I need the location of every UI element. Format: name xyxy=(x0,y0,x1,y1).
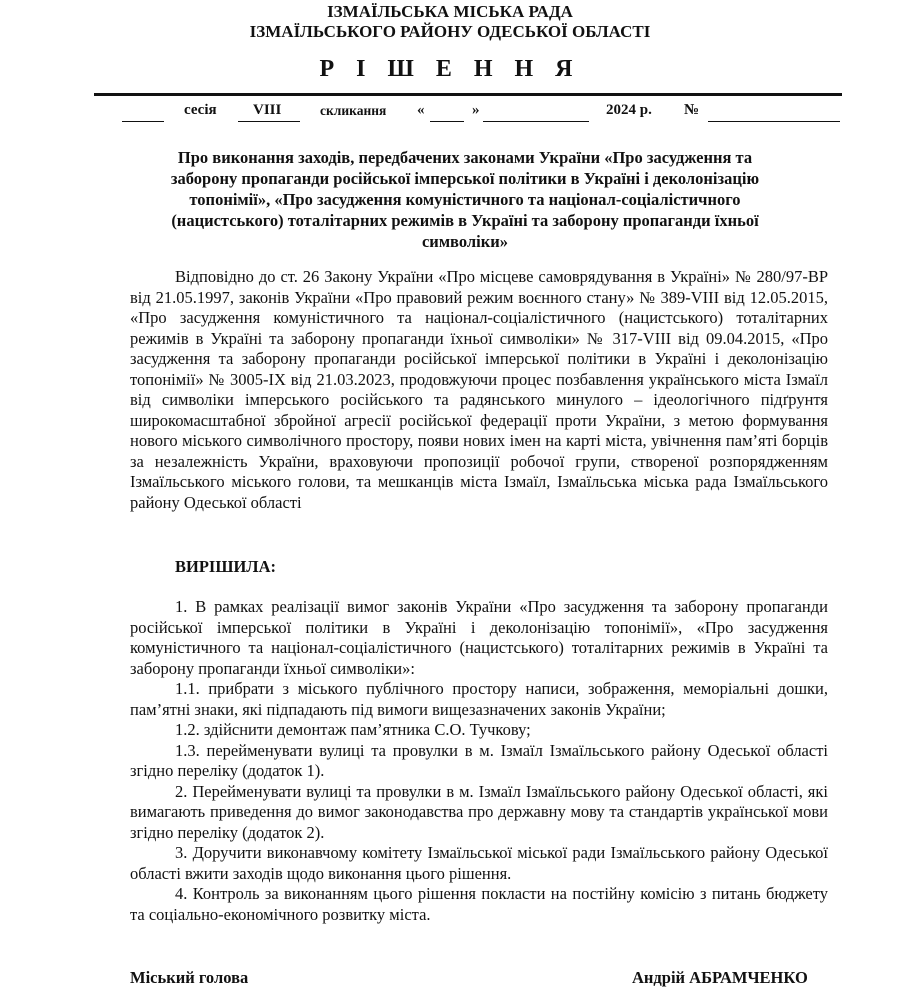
council-name: ІЗМАЇЛЬСЬКА МІСЬКА РАДА xyxy=(327,2,573,21)
session-line xyxy=(0,102,900,126)
quote-close: » xyxy=(472,102,480,118)
decision-item-1-3: 1.3. перейменувати вулиці та провулки в м. Ізмаїл Ізмаїльського району Одеської області згідно переліку (додаток 1). xyxy=(130,740,828,780)
session-label: сесія xyxy=(184,102,217,118)
day-blank xyxy=(430,121,464,122)
signatory-position: Міський голова xyxy=(130,968,249,987)
month-blank xyxy=(483,121,589,122)
year-label: 2024 р. xyxy=(606,102,652,118)
resolved-heading: ВИРІШИЛА: xyxy=(175,557,276,576)
decision-number-blank xyxy=(708,121,840,122)
decision-item-4: 4. Контроль за виконанням цього рішення покласти на постійну комісію з питань бюджету та соціально-економічного розвитку міста. xyxy=(130,884,828,924)
number-sign: № xyxy=(684,102,700,118)
header-divider xyxy=(94,93,842,96)
decision-item-1-2: 1.2. здійснити демонтаж пам’ятника С.О. Тучкову; xyxy=(175,720,531,739)
convocation-label: скликання xyxy=(320,103,387,118)
council-district: ІЗМАЇЛЬСЬКОГО РАЙОНУ ОДЕСЬКОЇ ОБЛАСТІ xyxy=(249,22,651,41)
decision-item-1: 1. В рамках реалізації вимог законів України «Про засудження та заборону пропаганди російської імперської політики в Україні і деколонізацію топонімії», «Про засудження комуністичного та націонал-соціалістичного (нацистського) тоталітарних режимів в Україні та заборону пропаганди їхньої символіки»: xyxy=(130,597,828,678)
convocation-blank xyxy=(238,121,300,122)
signatory-name: Андрій АБРАМЧЕНКО xyxy=(632,968,808,987)
decision-item-2: 2. Перейменувати вулиці та провулки в м. Ізмаїл Ізмаїльського району Одеської області, які вимагають приведення до вимог законодавства про державну мову та стандартів української мови згідно переліку (додаток 2). xyxy=(130,781,828,842)
session-blank xyxy=(122,121,164,122)
decision-items xyxy=(130,597,828,925)
document-title: Р І Ш Е Н Н Я xyxy=(319,56,581,82)
convocation-number: VIII xyxy=(253,102,282,118)
decision-subject: Про виконання заходів, передбачених законами України «Про засудження та заборону пропаганди російської імперської політики в Україні і деколонізацію топонімії», «Про засудження комуністичного та націонал-соціалістичного (нацистського) тоталітарних режимів в Україні та заборону пропаганди їхньої символіки» xyxy=(170,148,760,251)
decision-item-1-1: 1.1. прибрати з міського публічного простору написи, зображення, меморіальні дошки, пам’ятні знаки, які підпадають під вимоги вищезазначених законів України; xyxy=(130,679,828,719)
quote-open: « xyxy=(417,102,425,118)
preamble-paragraph: Відповідно до ст. 26 Закону України «Про місцеве самоврядування в Україні» № 280/97-ВР від 21.05.1997, законів України «Про правовий режим воєнного стану» № 389-VIII від 12.05.2015, «Про засудження комуністичного та націонал-соціалістичного (нацистського) тоталітарних режимів в Україні та заборону пропаганди їхньої символіки» № 317-VIII від 09.04.2015, «Про засудження та заборону пропаганди російської імперської політики в Україні і деколонізацію топонімії» № 3005-ІХ від 21.03.2023, продовжуючи процес позбавлення українського міста Ізмаїл від символіки імперського російського та радянського минулого – ідеологічного підґрунтя широкомасштабної збройної агресії російської федерації проти України, з метою формування нового міського символічного простору, появи нових імен на карті міста, увічнення пам’яті борців за незалежність України, враховуючи пропозиції робочої групи, створеної розпорядженням Ізмаїльського міського голови, та мешканців міста Ізмаїл, Ізмаїльська міська рада Ізмаїльського району Одеської області xyxy=(130,267,828,512)
decision-item-3: 3. Доручити виконавчому комітету Ізмаїльської міської ради Ізмаїльського району Одеської області вжити заходів щодо виконання цього рішення. xyxy=(130,843,828,883)
